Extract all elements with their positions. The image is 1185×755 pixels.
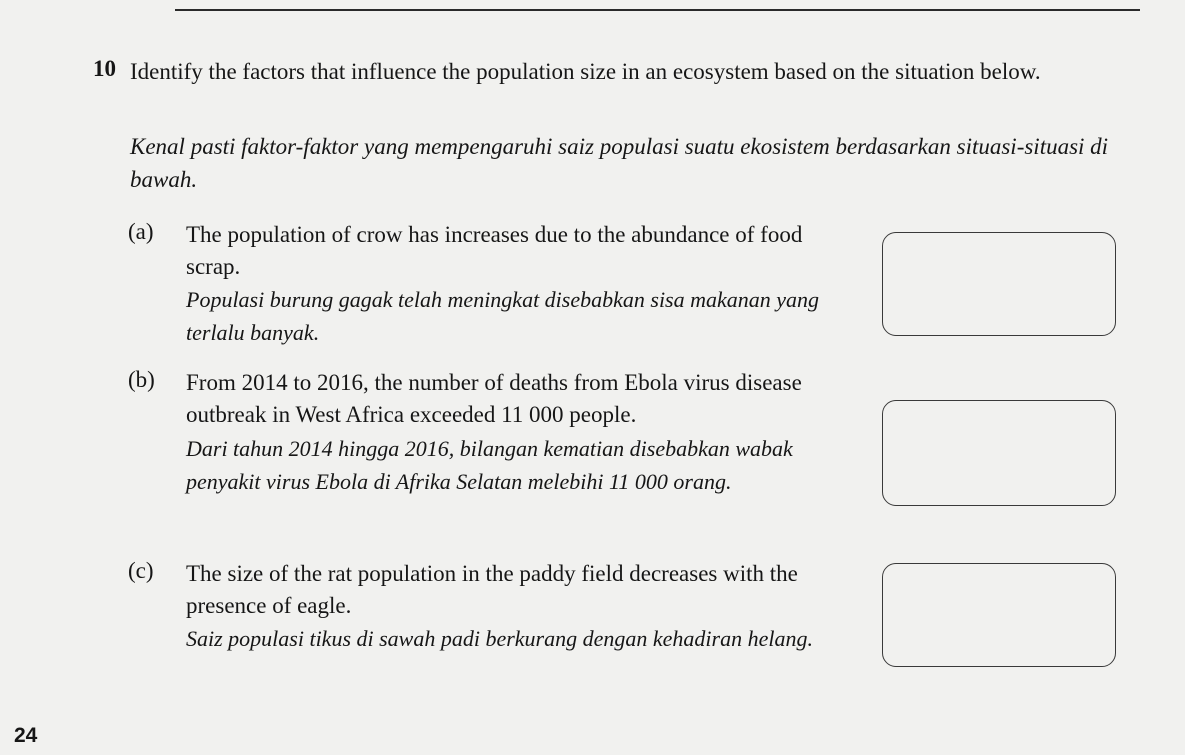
part-a-label: (a) <box>128 219 154 244</box>
part-c-answer-box[interactable] <box>882 563 1116 667</box>
top-divider <box>175 9 1140 11</box>
page-number: 24 <box>14 724 38 747</box>
part-c-text-malay: Saiz populasi tikus di sawah padi berkurang dengan kehadiran helang. <box>186 626 813 651</box>
part-b-text-malay: Dari tahun 2014 hingga 2016, bilangan kematian disebabkan wabak penyakit virus Ebola di Afrika Selatan melebihi 11 000 orang. <box>186 436 793 494</box>
question-text-english: Identify the factors that influence the population size in an ecosystem based on the situation below. <box>130 59 1041 84</box>
part-b-label: (b) <box>128 367 155 392</box>
part-c-text-english: The size of the rat population in the paddy field decreases with the presence of eagle. <box>186 561 798 618</box>
part-c-label: (c) <box>128 558 154 583</box>
part-a-text-english: The population of crow has increases due to the abundance of food scrap. <box>186 222 803 279</box>
question-text-malay: Kenal pasti faktor-faktor yang mempengaruhi saiz populasi suatu ekosistem berdasarkan situasi-situasi di bawah. <box>130 134 1109 192</box>
part-a-text-malay: Populasi burung gagak telah meningkat disebabkan sisa makanan yang terlalu banyak. <box>186 287 820 345</box>
part-b-text-english: From 2014 to 2016, the number of deaths from Ebola virus disease outbreak in West Africa exceeded 11 000 people. <box>186 370 802 427</box>
part-a-answer-box[interactable] <box>882 232 1116 336</box>
part-b-answer-box[interactable] <box>882 400 1116 506</box>
question-number: 10 <box>93 56 116 81</box>
